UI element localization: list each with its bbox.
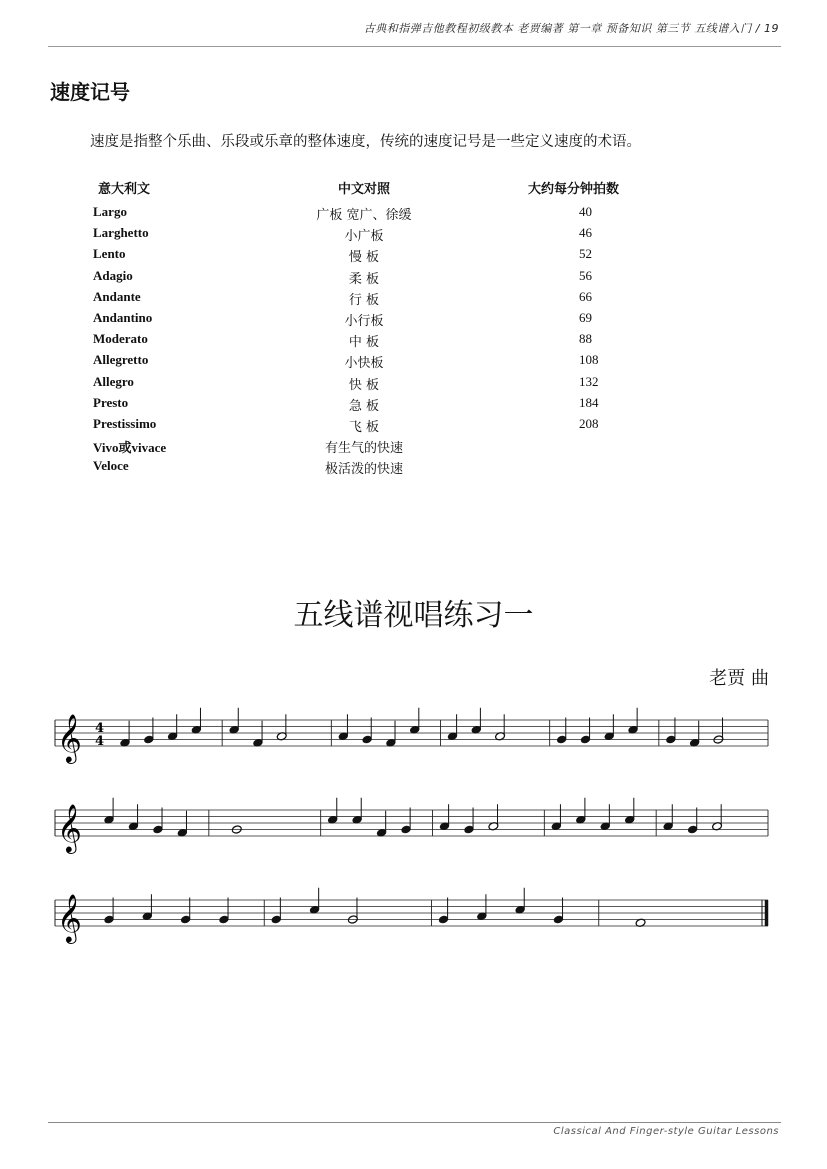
italian-term: Andantino — [93, 310, 153, 325]
italian-term: Veloce — [93, 458, 129, 474]
header-italian: 意大利文 — [98, 181, 151, 196]
chinese-term: 小快板 — [344, 356, 384, 372]
section-title: 速度记号 — [50, 80, 130, 104]
chinese-term: 广板 宽广、徐缓 — [316, 208, 412, 223]
page-header: 古典和指弹吉他教程初级教本 老贾编著 第一章 预备知识 第三节 五线谱入门 / 19 — [363, 22, 779, 35]
bpm-value: 108 — [579, 352, 599, 368]
italian-term: Prestissimo — [93, 416, 157, 431]
bpm-value: 88 — [579, 331, 592, 347]
footer-divider — [48, 1122, 781, 1123]
chinese-term: 小行板 — [344, 314, 384, 329]
music-score — [0, 700, 827, 980]
bpm-value: 56 — [579, 267, 592, 283]
chinese-term: 有生气的快速 — [324, 441, 403, 457]
italian-term: Presto — [93, 394, 129, 410]
bpm-value: 46 — [579, 225, 592, 241]
bpm-value: 208 — [579, 416, 599, 431]
chinese-term: 小广板 — [344, 229, 384, 245]
chinese-term: 快 板 — [348, 377, 380, 393]
italian-term: Vivo或vivace — [93, 440, 167, 456]
bpm-value: 40 — [579, 204, 592, 219]
composer: 老贾 曲 — [709, 668, 769, 689]
italian-term: Allegro — [93, 373, 134, 389]
page-footer: Classical And Finger-style Guitar Lessons — [553, 1126, 779, 1137]
chinese-term: 行 板 — [348, 292, 380, 308]
chinese-term: 中 板 — [348, 335, 380, 351]
header-bpm: 大约每分钟拍数 — [528, 182, 620, 197]
bpm-value: 184 — [579, 394, 599, 410]
italian-term: Moderato — [93, 331, 148, 347]
header-chinese: 中文对照 — [337, 182, 390, 197]
bpm-value: 69 — [579, 310, 592, 325]
time-signature-bottom: 4 — [95, 734, 105, 749]
italian-term: Adagio — [93, 267, 133, 283]
treble-clef-icon: 𝄞 — [57, 803, 82, 852]
bpm-value: 66 — [579, 288, 592, 304]
chinese-term: 飞 板 — [348, 420, 380, 435]
bpm-value: 132 — [579, 373, 599, 389]
italian-term: Andante — [93, 288, 141, 304]
italian-term: Larghetto — [93, 225, 149, 241]
treble-clef-icon: 𝄞 — [57, 893, 82, 942]
italian-term: Allegretto — [93, 352, 149, 368]
chinese-term: 急 板 — [348, 398, 380, 414]
treble-clef-icon: 𝄞 — [57, 713, 82, 762]
italian-term: Largo — [93, 204, 127, 219]
chinese-term: 极活泼的快速 — [324, 462, 403, 478]
chinese-term: 柔 板 — [348, 271, 380, 287]
italian-term: Lento — [93, 246, 126, 262]
time-signature-top: 4 — [95, 721, 105, 736]
section-intro: 速度是指整个乐曲、乐段或乐章的整体速度，传统的速度记号是一些定义速度的术语。 — [90, 134, 641, 150]
header-divider — [48, 46, 781, 47]
bpm-value: 52 — [579, 246, 592, 262]
piece-title: 五线谱视唱练习一 — [293, 598, 534, 633]
chinese-term: 慢 板 — [348, 250, 380, 266]
